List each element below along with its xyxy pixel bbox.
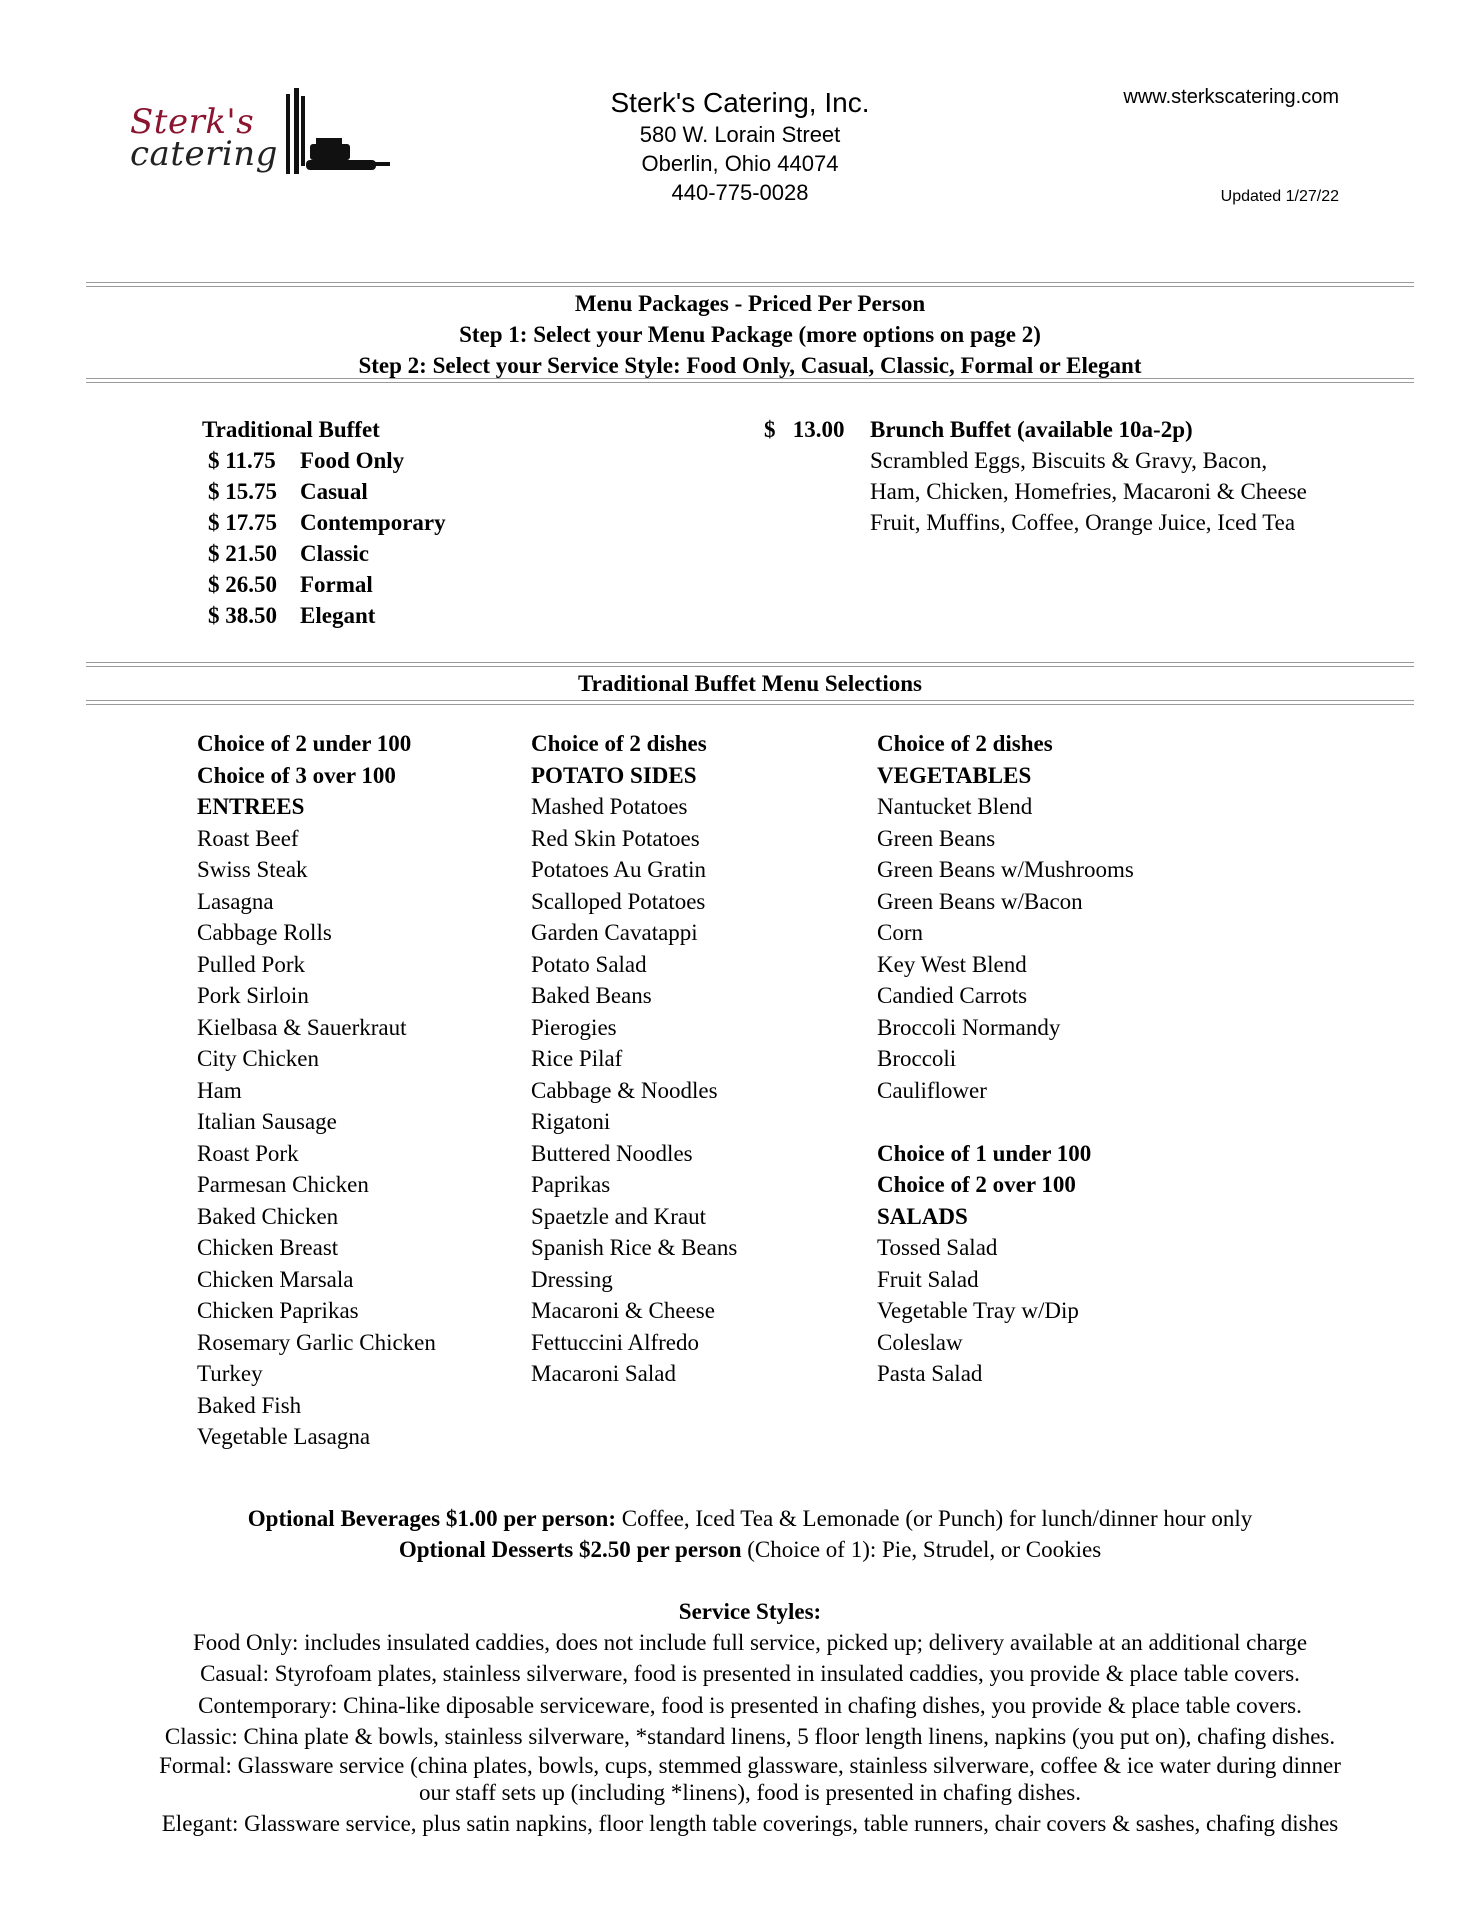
- service-style-line: Casual: Styrofoam plates, stainless silverware, food is presented in insulated caddies, you provide & place table covers.: [200, 1661, 1300, 1686]
- list-item: Cabbage & Noodles: [531, 1077, 718, 1103]
- list-item: Turkey: [197, 1361, 263, 1386]
- list-item: Coleslaw: [877, 1329, 963, 1355]
- list-item: Fruit Salad: [877, 1266, 979, 1292]
- service-styles-title: Service Styles:: [678, 1599, 822, 1624]
- list-item: Pierogies: [531, 1014, 617, 1040]
- heading-line-2: Step 1: Select your Menu Package (more options on page 2): [459, 322, 1041, 347]
- list-item: Potatoes Au Gratin: [531, 857, 707, 882]
- divider: [86, 662, 1414, 667]
- package-label: Formal: [300, 572, 373, 597]
- divider: [86, 282, 1414, 287]
- list-item: Vegetable Tray w/Dip: [877, 1298, 1079, 1323]
- package-label: Elegant: [300, 603, 376, 628]
- website-link[interactable]: www.sterkscatering.com: [1123, 86, 1339, 108]
- column-header: Choice of 2 under 100: [197, 731, 412, 756]
- list-item: Green Beans w/Mushrooms: [877, 857, 1134, 882]
- list-item: Baked Chicken: [197, 1203, 339, 1229]
- list-item: Kielbasa & Sauerkraut: [197, 1014, 407, 1040]
- logo-word-catering: catering: [130, 134, 278, 174]
- column-header: Choice of 1 under 100: [877, 1140, 1092, 1166]
- service-style-line: Classic: China plate & bowls, stainless silverware, *standard linens, 5 floor length linens, napkins (you put on), chafing dishes.: [164, 1724, 1336, 1749]
- list-item: Cauliflower: [877, 1077, 987, 1103]
- list-item: Garden Cavatappi: [531, 920, 698, 945]
- list-item: Scalloped Potatoes: [531, 888, 706, 914]
- list-item: Nantucket Blend: [877, 794, 1033, 819]
- list-item: Lasagna: [197, 888, 274, 914]
- list-item: Vegetable Lasagna: [197, 1424, 371, 1449]
- list-item: Italian Sausage: [197, 1109, 337, 1134]
- list-item: Chicken Marsala: [197, 1266, 354, 1292]
- list-item: Macaroni Salad: [531, 1361, 676, 1386]
- list-item: Mashed Potatoes: [531, 794, 688, 819]
- optional-beverages: [86, 1503, 1414, 1534]
- package-option: [208, 479, 368, 510]
- column-header: SALADS: [877, 1203, 968, 1229]
- brunch-description: Fruit, Muffins, Coffee, Orange Juice, Iced Tea: [870, 510, 1296, 535]
- list-item: Macaroni & Cheese: [531, 1298, 715, 1323]
- heading-line-3: Step 2: Select your Service Style: Food Only, Casual, Classic, Formal or Elegant: [358, 353, 1142, 378]
- vegetables-salads-column: [877, 728, 1134, 1390]
- list-item: Spaetzle and Kraut: [531, 1203, 706, 1229]
- package-option: [208, 541, 369, 572]
- brunch-price: $ 13.00: [764, 417, 845, 442]
- list-item: Green Beans: [877, 825, 996, 851]
- divider: [86, 378, 1414, 383]
- traditional-buffet-title: Traditional Buffet: [202, 417, 380, 442]
- brunch-description: Scrambled Eggs, Biscuits & Gravy, Bacon,: [870, 448, 1268, 473]
- list-item: Corn: [877, 920, 923, 945]
- list-item: Rigatoni: [531, 1109, 611, 1134]
- service-style-line: Elegant: Glassware service, plus satin napkins, floor length table coverings, table runners, chair covers & sashes, chafing dishes: [161, 1811, 1339, 1836]
- list-item: Red Skin Potatoes: [531, 825, 700, 851]
- package-price: $ 21.50: [208, 541, 277, 566]
- updated-date: Updated 1/27/22: [1220, 188, 1339, 205]
- brunch-title: Brunch Buffet (available 10a-2p): [870, 417, 1193, 442]
- desserts-text: (Choice of 1): Pie, Strudel, or Cookies: [741, 1537, 1102, 1562]
- company-street: 580 W. Lorain Street: [639, 122, 841, 147]
- list-item: Candied Carrots: [877, 983, 1028, 1008]
- column-header: Choice of 2 dishes: [531, 731, 707, 756]
- list-item: Pasta Salad: [877, 1361, 983, 1386]
- list-item: Fettuccini Alfredo: [531, 1329, 699, 1355]
- column-header: Choice of 2 over 100: [877, 1172, 1076, 1197]
- package-price: $ 17.75: [208, 510, 277, 535]
- menu-packages-heading: [86, 288, 1414, 381]
- company-name: Sterk's Catering, Inc.: [610, 87, 870, 118]
- entrees-column: [197, 728, 436, 1453]
- selections-title: Traditional Buffet Menu Selections: [578, 671, 922, 696]
- potato-sides-column: [531, 728, 737, 1390]
- list-item: Broccoli: [877, 1046, 957, 1071]
- package-price: $ 38.50: [208, 603, 277, 628]
- spacer: [877, 1106, 1134, 1138]
- heading-line-1: Menu Packages - Priced Per Person: [574, 291, 926, 316]
- package-option: [208, 603, 375, 634]
- list-item: City Chicken: [197, 1046, 320, 1071]
- list-item: Roast Beef: [197, 825, 299, 851]
- list-item: Chicken Breast: [197, 1235, 339, 1260]
- list-item: Green Beans w/Bacon: [877, 888, 1083, 914]
- list-item: Rosemary Garlic Chicken: [197, 1329, 436, 1355]
- beverages-label: Optional Beverages $1.00 per person:: [247, 1506, 616, 1531]
- list-item: Cabbage Rolls: [197, 920, 332, 945]
- column-header: Choice of 3 over 100: [197, 762, 396, 788]
- list-item: Pork Sirloin: [197, 983, 309, 1008]
- package-option: [208, 448, 404, 479]
- list-item: Parmesan Chicken: [197, 1172, 369, 1197]
- logo-word-sterks: Sterk's: [130, 102, 255, 142]
- list-item: Chicken Paprikas: [197, 1298, 359, 1323]
- column-header: ENTREES: [197, 794, 305, 819]
- service-style-line: Contemporary: China-like diposable serviceware, food is presented in chafing dishes, you provide & place table covers.: [198, 1693, 1302, 1718]
- package-label: Casual: [300, 479, 368, 504]
- optional-desserts: [86, 1534, 1414, 1565]
- list-item: Broccoli Normandy: [877, 1014, 1061, 1040]
- column-header: VEGETABLES: [877, 762, 1032, 788]
- list-item: Buttered Noodles: [531, 1140, 693, 1166]
- list-item: Dressing: [531, 1266, 613, 1292]
- desserts-label: Optional Desserts $2.50 per person: [398, 1537, 742, 1562]
- service-style-line: our staff sets up (including *linens), food is presented in chafing dishes.: [419, 1780, 1081, 1805]
- list-item: Tossed Salad: [877, 1235, 998, 1260]
- company-phone: 440-775-0028: [671, 180, 809, 205]
- list-item: Potato Salad: [531, 951, 647, 977]
- company-city: Oberlin, Ohio 44074: [641, 151, 839, 176]
- list-item: Baked Beans: [531, 983, 652, 1008]
- list-item: Spanish Rice & Beans: [531, 1235, 738, 1260]
- utensils-icon: [280, 86, 390, 181]
- package-option: [208, 572, 373, 603]
- package-label: Classic: [300, 541, 369, 566]
- column-header: POTATO SIDES: [531, 762, 697, 788]
- package-label: Food Only: [300, 448, 405, 473]
- package-price: $ 15.75: [208, 479, 277, 504]
- list-item: Swiss Steak: [197, 857, 308, 882]
- list-item: Rice Pilaf: [531, 1046, 623, 1071]
- brunch-description: Ham, Chicken, Homefries, Macaroni & Cheese: [870, 479, 1307, 504]
- service-style-line: Food Only: includes insulated caddies, does not include full service, picked up; delivery available at an additional charge: [192, 1630, 1308, 1655]
- service-style-line: Formal: Glassware service (china plates, bowls, cups, stemmed glassware, stainless silverware, coffee & ice water during dinner: [159, 1753, 1341, 1778]
- list-item: Roast Pork: [197, 1140, 299, 1166]
- package-option: [208, 510, 446, 541]
- list-item: Pulled Pork: [197, 951, 305, 977]
- company-address-block: [560, 86, 920, 207]
- list-item: Paprikas: [531, 1172, 611, 1197]
- list-item: Key West Blend: [877, 951, 1027, 977]
- list-item: Ham: [197, 1077, 242, 1103]
- company-logo: [130, 86, 390, 186]
- column-header: Choice of 2 dishes: [877, 731, 1053, 756]
- beverages-text: Coffee, Iced Tea & Lemonade (or Punch) for lunch/dinner hour only: [615, 1506, 1253, 1531]
- package-label: Contemporary: [300, 510, 446, 535]
- list-item: Baked Fish: [197, 1392, 302, 1418]
- package-price: $ 11.75: [208, 448, 276, 473]
- package-price: $ 26.50: [208, 572, 277, 597]
- divider: [86, 700, 1414, 705]
